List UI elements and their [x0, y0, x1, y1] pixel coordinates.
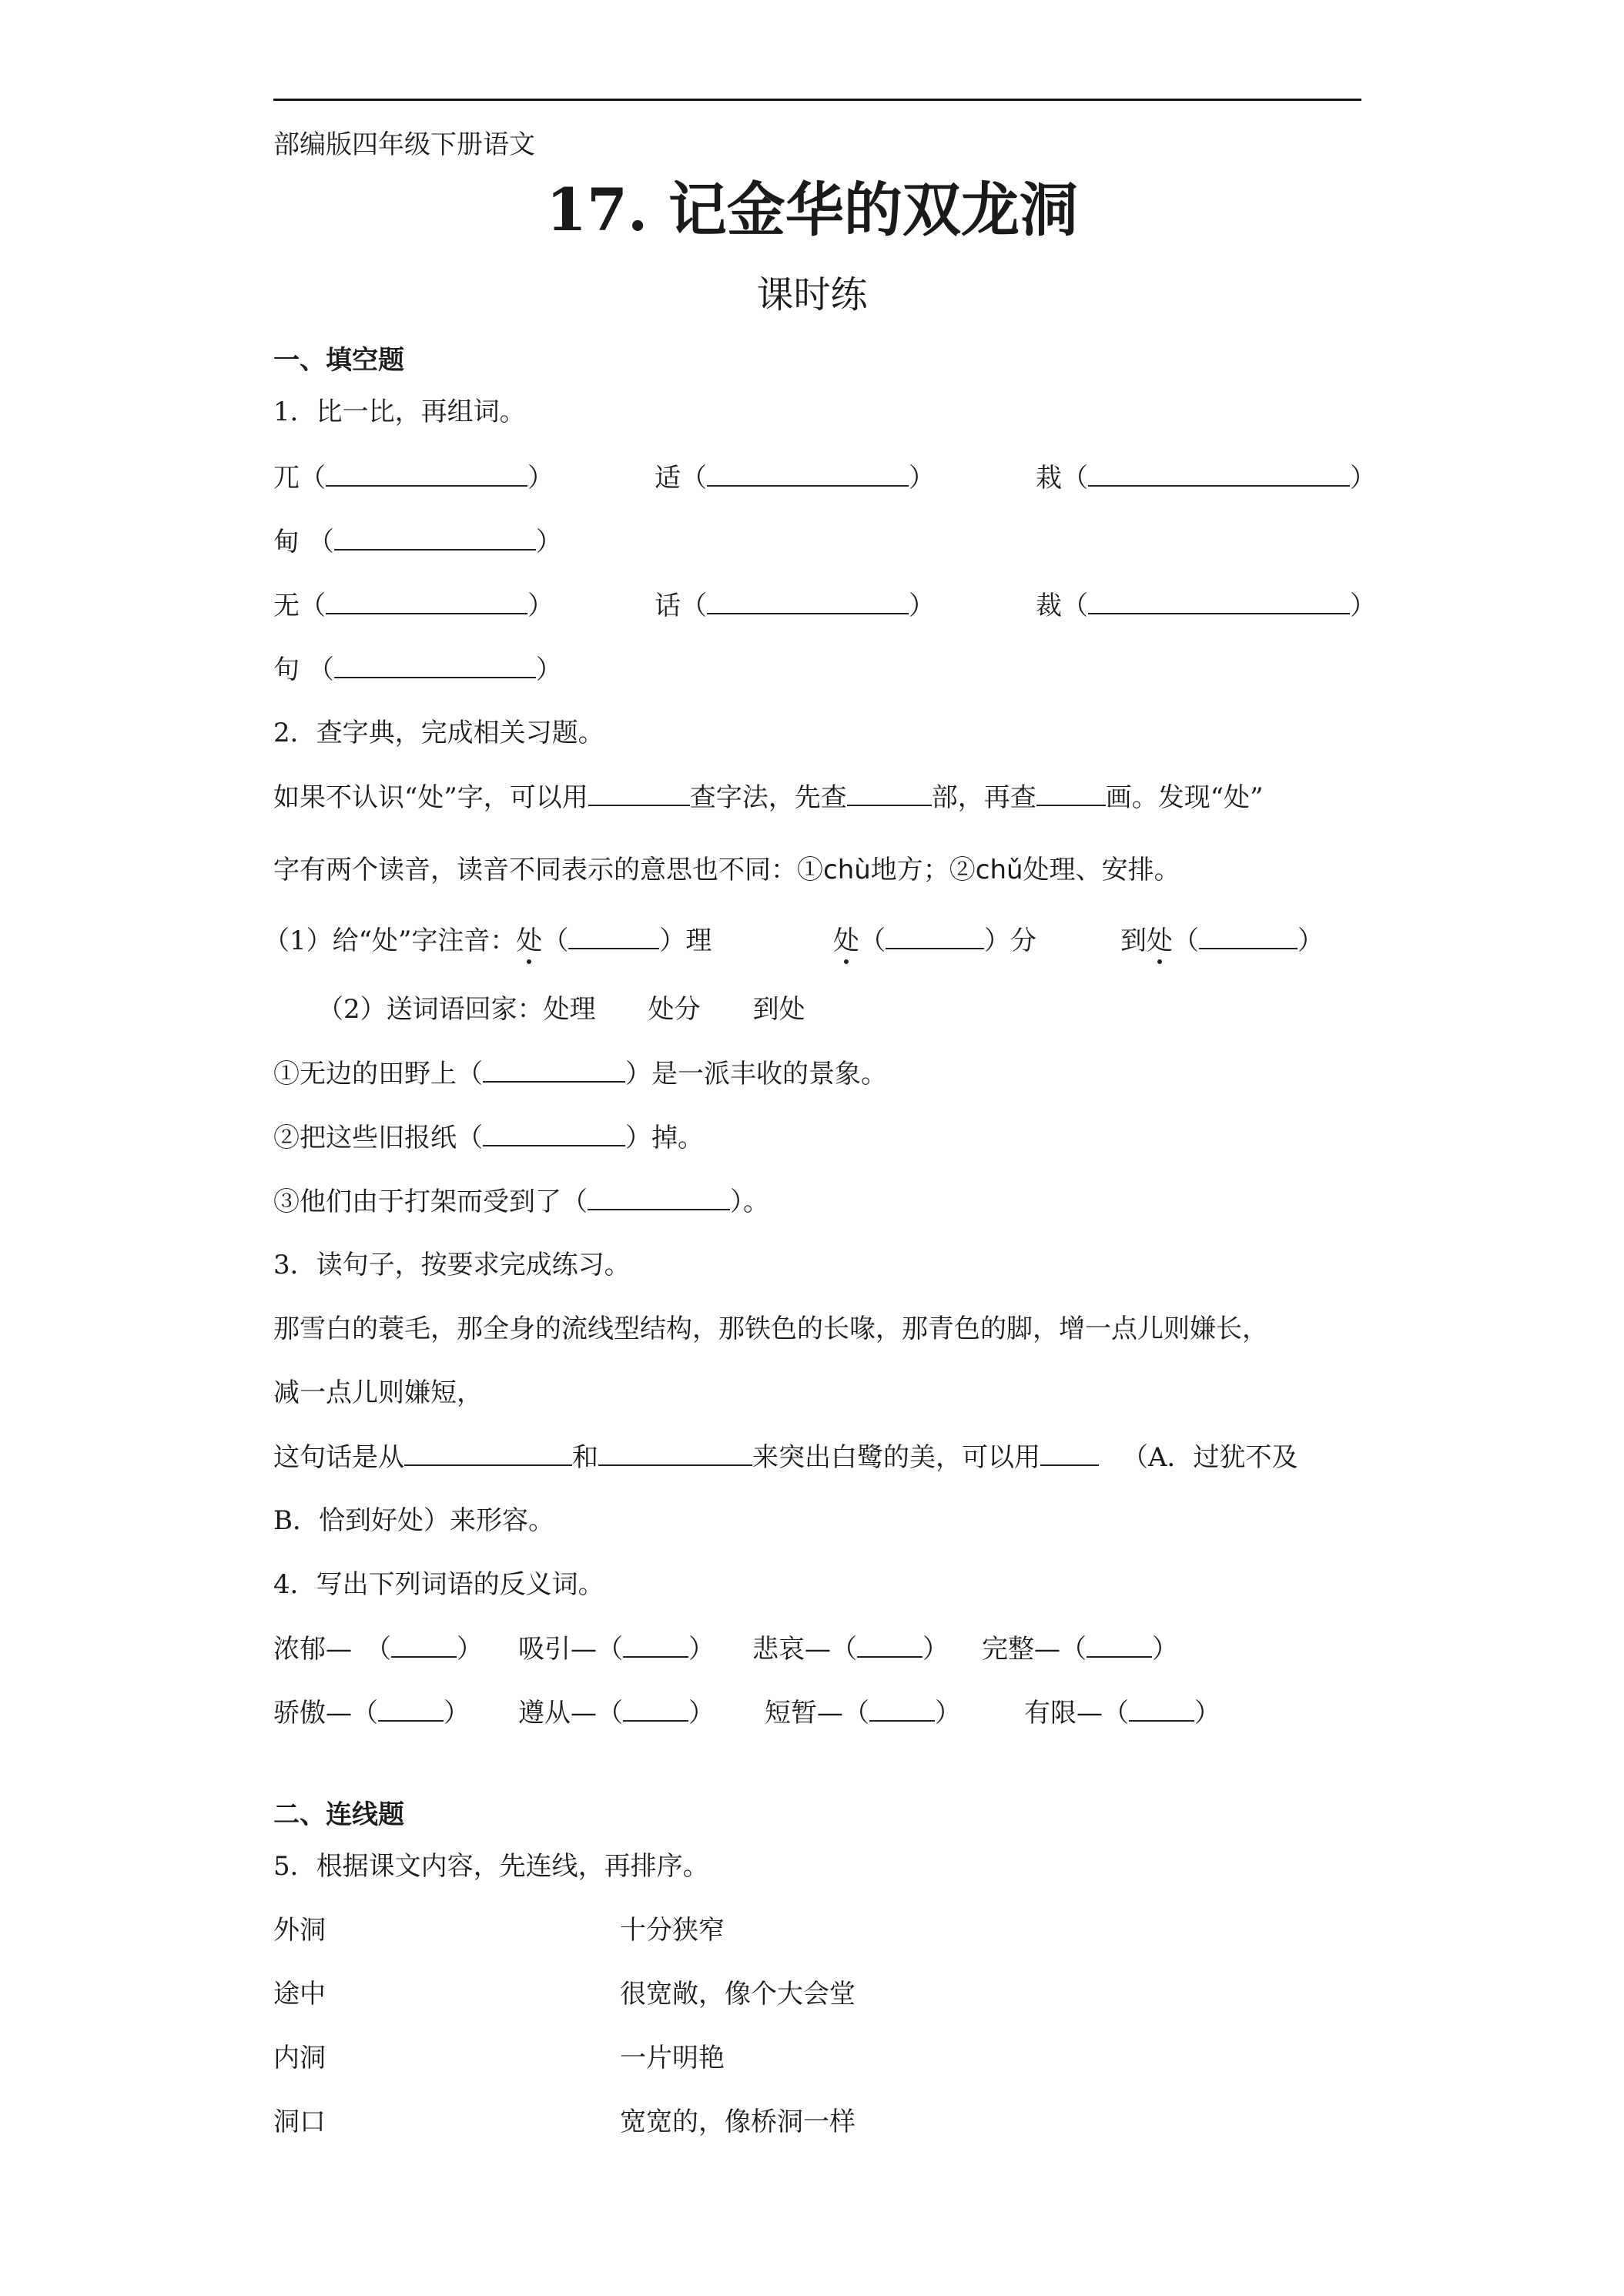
sub-question: 处（ ）分: [833, 925, 1036, 956]
sub-question: 到处（ ）: [1120, 925, 1324, 956]
match-left-item[interactable]: 途中: [273, 1979, 326, 2010]
answer-blank[interactable]: [391, 1633, 457, 1658]
answer-blank[interactable]: [707, 462, 909, 487]
section-heading: 一、填空题: [273, 345, 404, 376]
answer-blank[interactable]: [1087, 1633, 1152, 1658]
question-prompt: 1．比一比，再组词。: [273, 397, 526, 427]
answer-blank[interactable]: [707, 590, 909, 614]
antonym-item: 吸引—（ ）: [518, 1634, 715, 1665]
question-prompt: 5．根据课文内容，先连线，再排序。: [273, 1851, 709, 1882]
answer-blank[interactable]: [598, 1441, 752, 1466]
pinyin: chù: [823, 855, 871, 885]
antonym-item: 遵从—（ ）: [518, 1698, 715, 1729]
match-right-item[interactable]: 十分狭窄: [620, 1915, 725, 1946]
match-left-item[interactable]: 外洞: [273, 1915, 326, 1946]
answer-blank[interactable]: [334, 526, 536, 551]
answer-blank[interactable]: [326, 462, 527, 487]
antonym-item: 骄傲—（ ）: [273, 1698, 470, 1729]
compare-item: 句 （ ）: [273, 654, 562, 685]
answer-blank[interactable]: [568, 925, 659, 949]
match-left-item[interactable]: 洞口: [273, 2107, 326, 2137]
answer-blank[interactable]: [847, 782, 932, 806]
antonym-item: 浓郁— （ ）: [273, 1634, 483, 1665]
answer-blank[interactable]: [1199, 925, 1298, 949]
pinyin: chǔ: [975, 855, 1023, 885]
compare-item: 裁（ ）: [1036, 591, 1376, 621]
paragraph: 那雪白的蓑毛，那全身的流线型结构，那铁色的长喙，那青色的脚，增一点儿则嫌长，: [273, 1314, 1268, 1344]
antonym-item: 有限—（ ）: [1024, 1698, 1221, 1729]
question-prompt: 4．写出下列词语的反义词。: [273, 1569, 604, 1600]
fill-sentence: ①无边的田野上（ ）是一派丰收的景象。: [273, 1059, 887, 1089]
answer-blank[interactable]: [886, 925, 984, 949]
page-title: 17. 记金华的双龙洞: [546, 176, 1078, 244]
paragraph: 这句话是从 和 来突出白鹭的美，可以用 （A．过犹不及: [273, 1442, 1298, 1473]
answer-blank[interactable]: [483, 1122, 625, 1146]
compare-item: 适（ ）: [655, 463, 935, 494]
antonym-item: 完整—（ ）: [982, 1634, 1178, 1665]
sub-question: （2）送词语回家：处理 处分 到处: [317, 994, 805, 1025]
paragraph: B．恰到好处）来形容。: [273, 1505, 554, 1536]
paragraph: 如果不认识“处”字，可以用 查字法，先查 部，再查 画。发现“处”: [273, 782, 1264, 813]
fill-sentence: ③他们由于打架而受到了（ ）。: [273, 1186, 769, 1217]
header-rule: [273, 99, 1361, 101]
answer-blank[interactable]: [378, 1697, 444, 1722]
compare-item: 无（ ）: [273, 591, 554, 621]
antonym-item: 悲哀—（ ）: [752, 1634, 949, 1665]
answer-blank[interactable]: [869, 1697, 935, 1722]
answer-blank[interactable]: [1088, 462, 1350, 487]
answer-blank[interactable]: [1129, 1697, 1194, 1722]
answer-blank[interactable]: [588, 1186, 730, 1210]
grade-label: 部编版四年级下册语文: [273, 129, 535, 160]
answer-blank[interactable]: [326, 590, 527, 614]
question-prompt: 3．读句子，按要求完成练习。: [273, 1250, 631, 1280]
compare-item: 话（ ）: [655, 591, 935, 621]
sub-question: （1）给“处”字注音：处（ ）理: [263, 925, 712, 956]
answer-blank[interactable]: [1036, 782, 1106, 806]
compare-item: 兀（ ）: [273, 463, 554, 494]
match-right-item[interactable]: 一片明艳: [620, 2043, 725, 2073]
answer-blank[interactable]: [404, 1441, 572, 1466]
answer-blank[interactable]: [1088, 590, 1350, 614]
answer-blank[interactable]: [588, 782, 690, 806]
fill-sentence: ②把这些旧报纸（ ）掉。: [273, 1123, 704, 1153]
answer-blank[interactable]: [623, 1633, 688, 1658]
compare-item: 甸 （ ）: [273, 527, 562, 557]
match-right-item[interactable]: 宽宽的，像桥洞一样: [620, 2107, 856, 2137]
answer-blank[interactable]: [623, 1697, 688, 1722]
page-subtitle: 课时练: [756, 273, 868, 316]
compare-item: 栽（ ）: [1036, 463, 1376, 494]
paragraph: 字有两个读音，读音不同表示的意思也不同：①chù地方；②chǔ处理、安排。: [273, 855, 1180, 885]
answer-blank[interactable]: [334, 654, 536, 678]
question-prompt: 2．查字典，完成相关习题。: [273, 718, 604, 748]
match-left-item[interactable]: 内洞: [273, 2043, 326, 2073]
paragraph: 减一点儿则嫌短，: [273, 1377, 483, 1408]
answer-blank[interactable]: [483, 1058, 625, 1083]
section-heading: 二、连线题: [273, 1799, 404, 1830]
antonym-item: 短暂—（ ）: [765, 1698, 961, 1729]
match-right-item[interactable]: 很宽敞，像个大会堂: [620, 1979, 856, 2010]
answer-blank[interactable]: [857, 1633, 922, 1658]
answer-blank[interactable]: [1040, 1441, 1099, 1466]
